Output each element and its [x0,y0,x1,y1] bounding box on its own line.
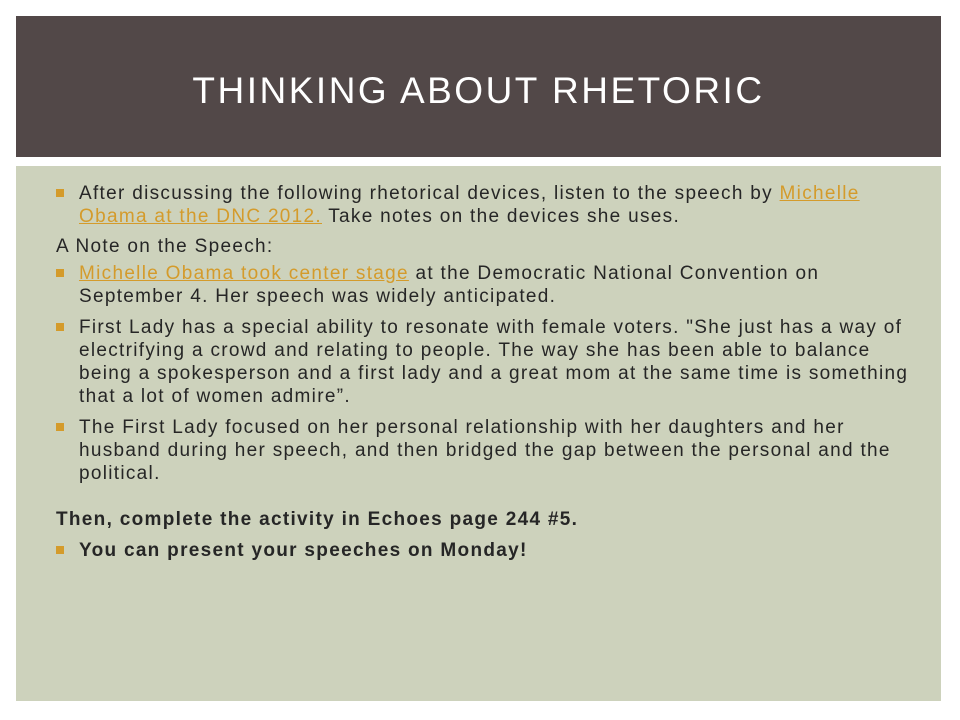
dnc-speech-link[interactable]: Michelle Obama at the DNC 2012. [79,183,860,227]
bullet-intro: After discussing the following rhetorical devices, listen to the speech by Michelle Obama at the DNC 2012. Take notes on the devices she uses. [40,182,910,228]
slide-title: THINKING ABOUT RHETORIC [192,69,765,111]
square-bullet-icon [56,323,64,331]
square-bullet-icon [56,423,64,431]
center-stage-link[interactable]: Michelle Obama took center stage [79,263,409,284]
bullet-present-monday: You can present your speeches on Monday! [40,539,910,562]
square-bullet-icon [56,546,64,554]
square-bullet-icon [56,189,64,197]
slide-body [40,182,910,562]
activity-instruction: Then, complete the activity in Echoes page 244 #5. [56,509,579,530]
square-bullet-icon [56,269,64,277]
bullet-center-stage: Michelle Obama took center stage at the Democratic National Convention on September 4. Her speech was widely anticipated. [40,262,910,308]
bullet-female-voters: First Lady has a special ability to resonate with female voters. "She just has a way of electrifying a crowd and relating to people. The way she has been able to balance being a spokesperson and a first lady and a great mom at the same time is something that a lot of women admire”. [40,316,910,408]
title-bar [16,16,941,157]
note-heading: A Note on the Speech: [56,236,274,257]
bullet-personal-relationship: The First Lady focused on her personal relationship with her daughters and her husband during her speech, and then bridged the gap between the personal and the political. [40,416,910,485]
